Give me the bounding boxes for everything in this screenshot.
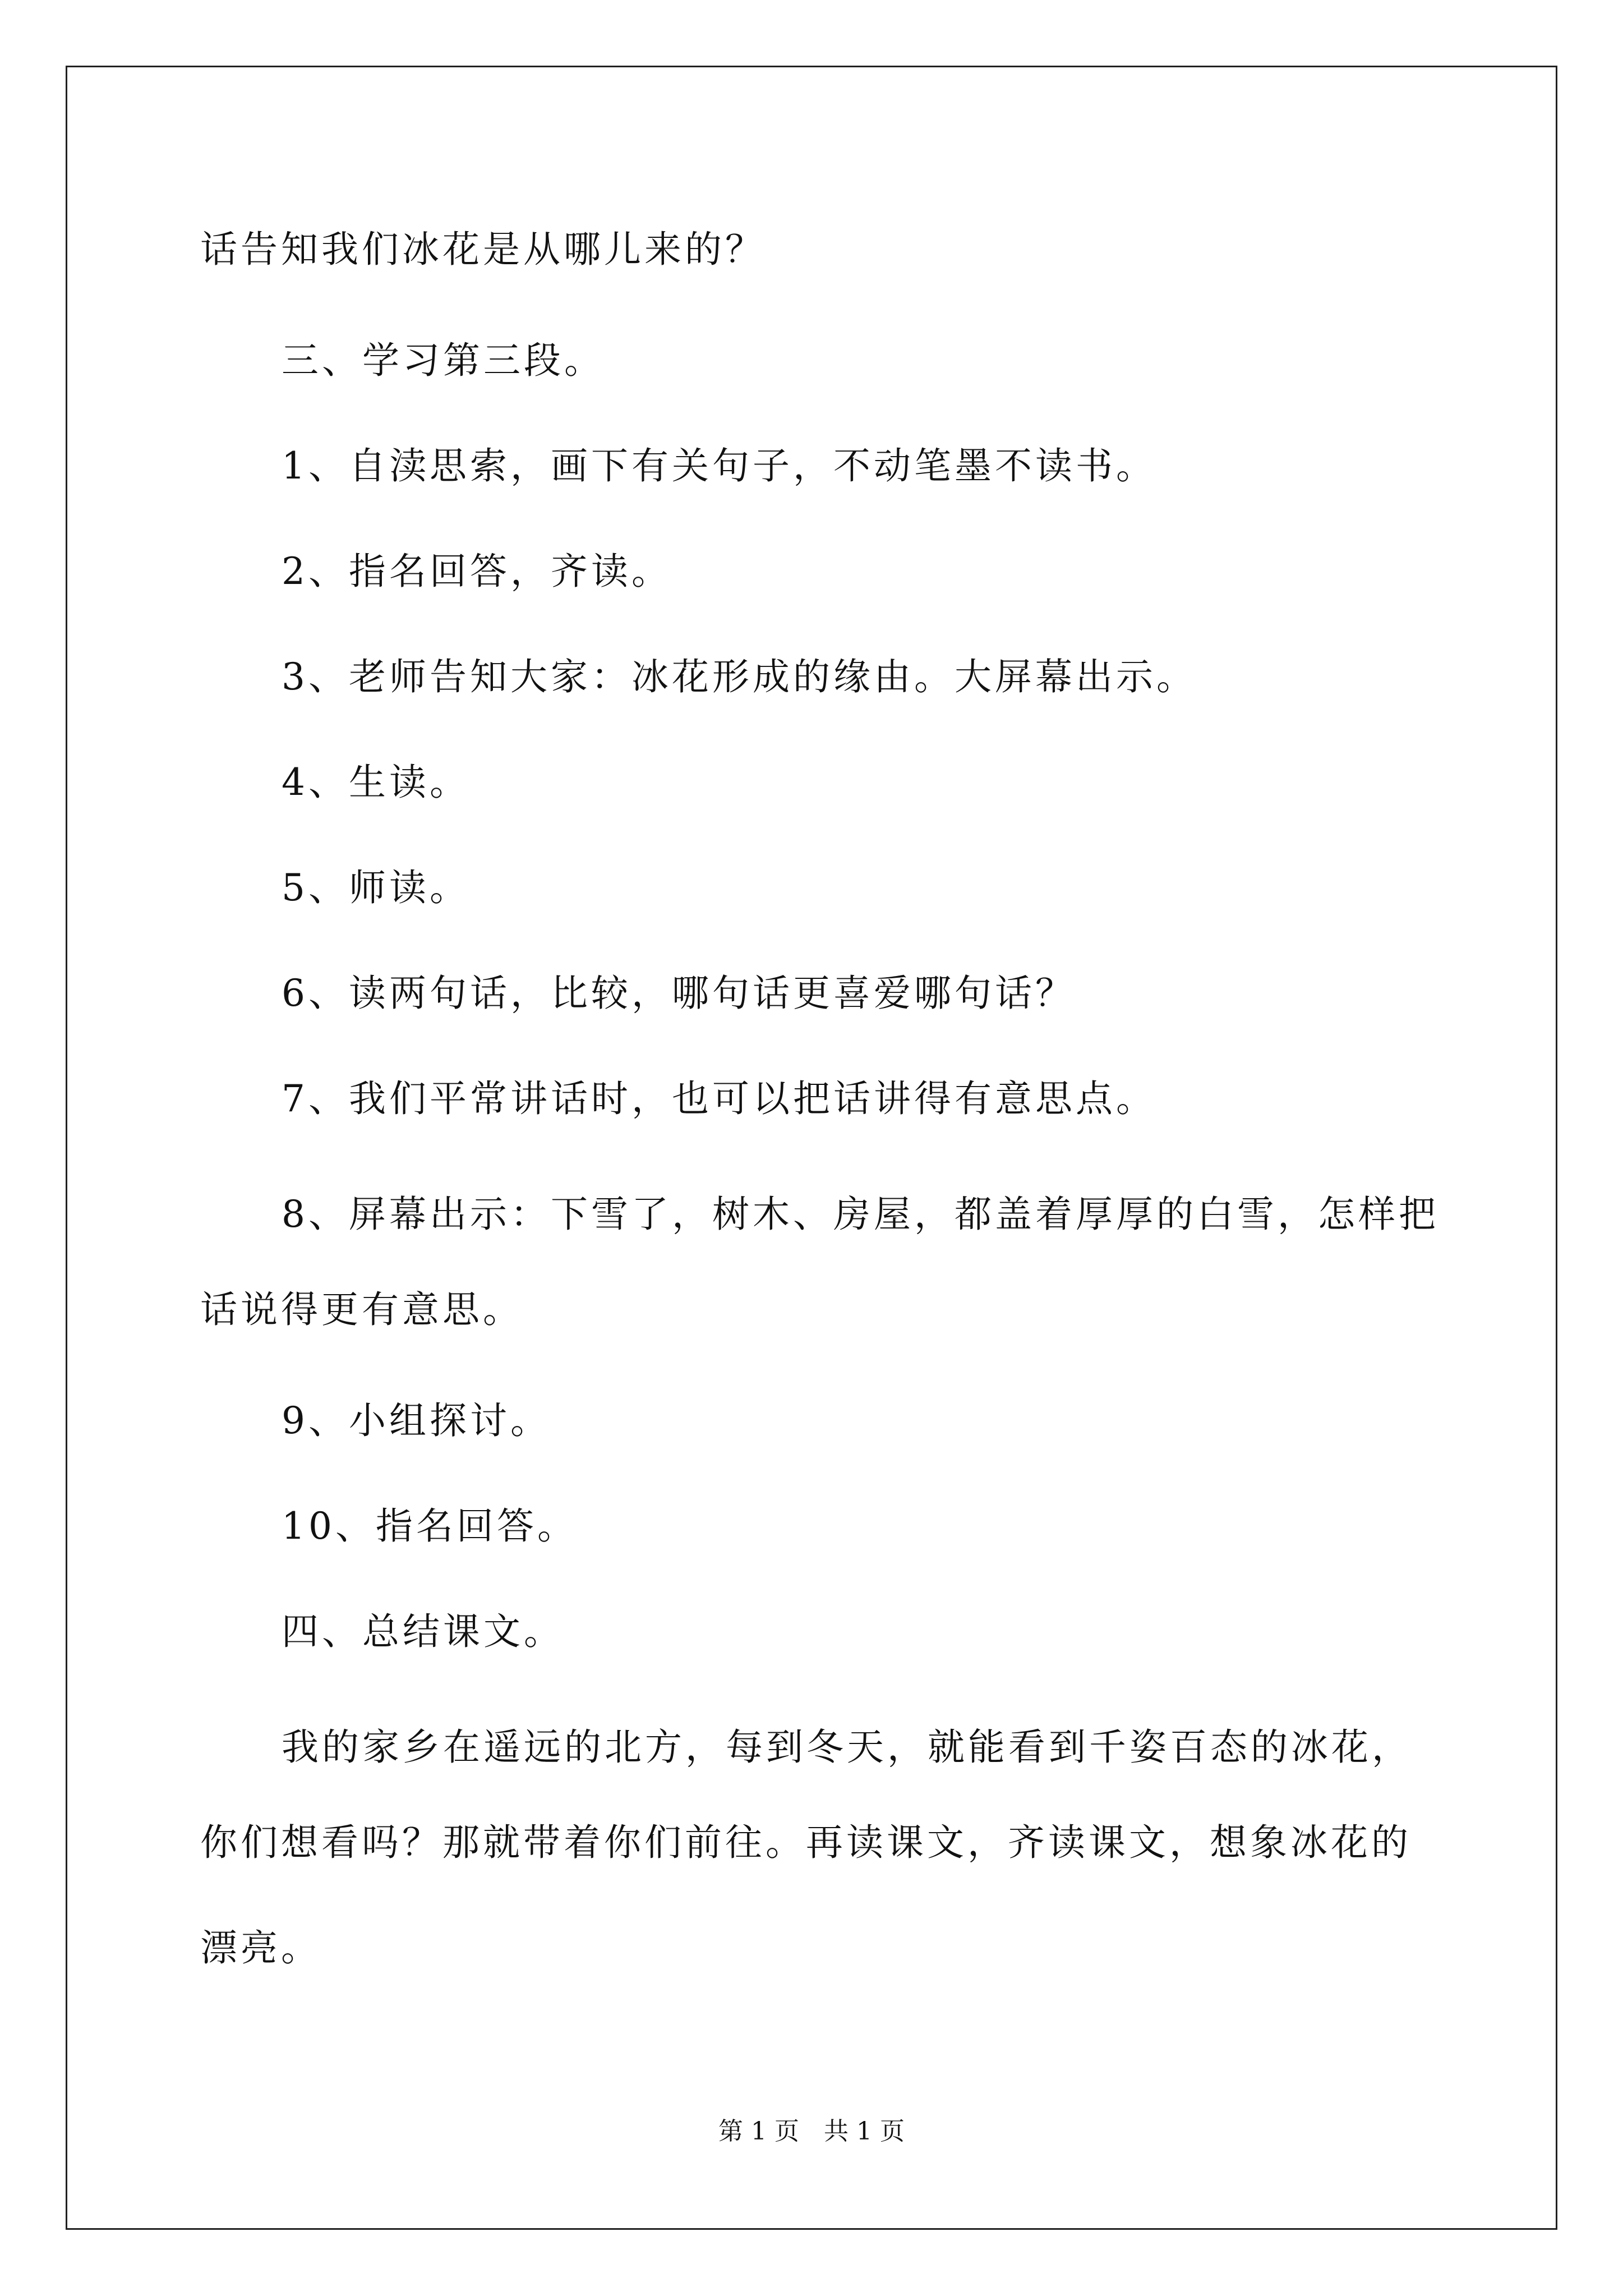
list-item-10: 10、指名回答。 xyxy=(282,1504,578,1548)
list-item-8: 8、屏幕出示：下雪了，树木、房屋，都盖着厚厚的白雪，怎样把 xyxy=(282,1193,1439,1236)
list-item-1: 1、自渎思索，画下有关句子，不动笔墨不读书。 xyxy=(282,444,1156,487)
list-item-6: 6、读两句话，比较，哪句话更喜爱哪句话？ xyxy=(282,972,1076,1015)
list-item-7: 7、我们平常讲话时，也可以把话讲得有意思点。 xyxy=(282,1077,1156,1120)
list-item-5: 5、师读。 xyxy=(282,866,470,909)
paragraph-line-2: 你们想看吗？那就带着你们前往。再读课文，齐读课文，想象冰花的 xyxy=(200,1821,1412,1864)
list-item-8-continued: 话说得更有意思。 xyxy=(200,1288,523,1331)
page-footer: 第 1 页 共 1 页 xyxy=(718,2117,905,2146)
text-line-1: 话告知我们冰花是从哪儿来的？ xyxy=(200,228,766,271)
paragraph-line-3: 漂亮。 xyxy=(200,1926,321,1970)
section-heading-4: 四、总结课文。 xyxy=(282,1610,564,1653)
section-heading-3: 三、学习第三段。 xyxy=(282,339,605,382)
list-item-3: 3、老师告知大家：冰花形成的缘由。大屏幕出示。 xyxy=(282,655,1197,698)
list-item-4: 4、生读。 xyxy=(282,761,470,804)
page-frame xyxy=(66,66,1557,2230)
list-item-9: 9、小组探讨。 xyxy=(282,1399,551,1442)
list-item-2: 2、指名回答，齐读。 xyxy=(282,550,672,593)
paragraph-line-1: 我的家乡在遥远的北方，每到冬天，就能看到千姿百态的冰花， xyxy=(282,1726,1412,1769)
